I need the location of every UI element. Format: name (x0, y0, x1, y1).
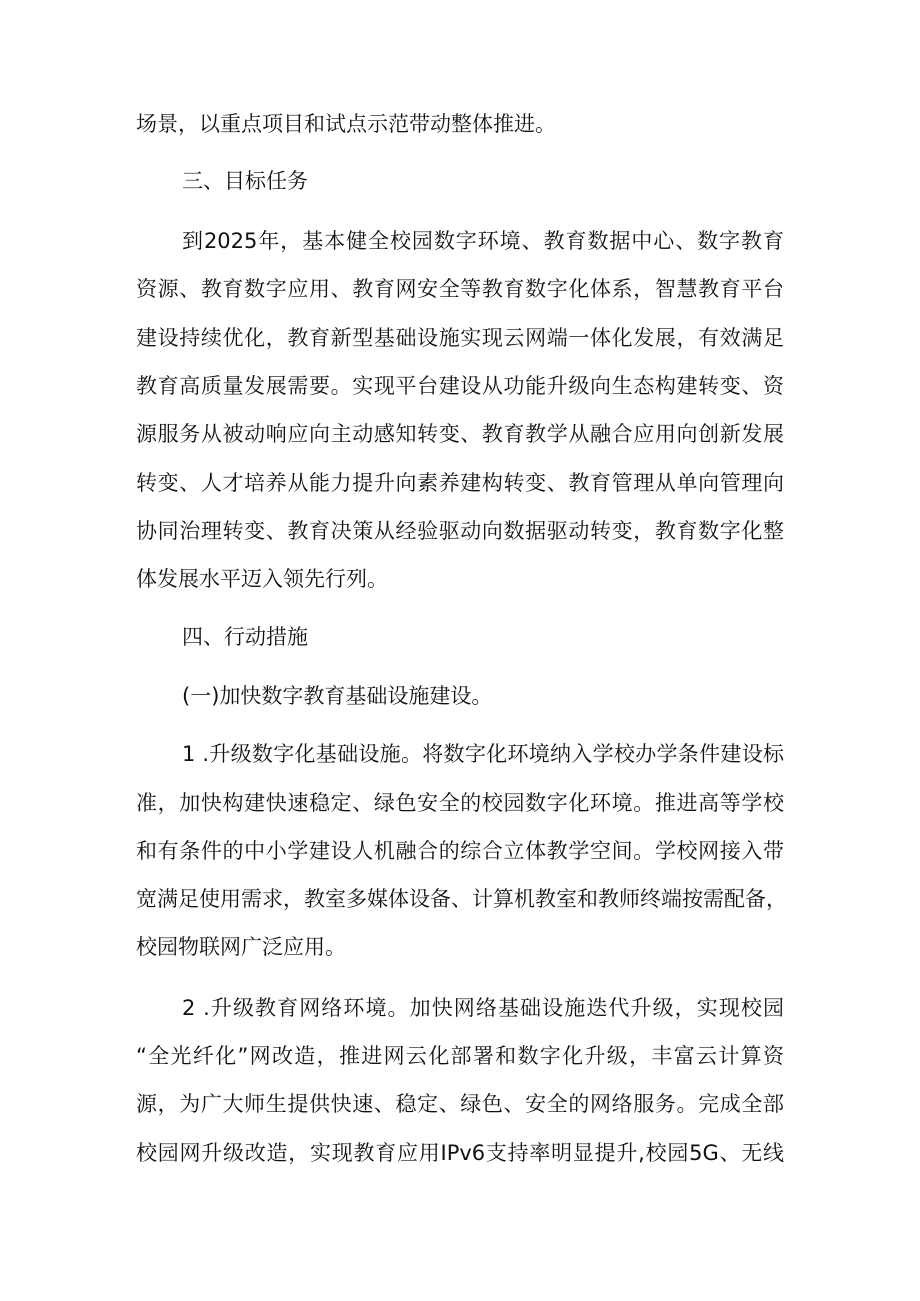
paragraph-line: 体发展水平迈入领先行列。 (136, 567, 388, 591)
paragraph-line: 转变、人才培养从能力提升向素养建构转变、教育管理从单向管理向 (136, 471, 784, 495)
subsection-heading: (一)加快数字教育基础设施建设。 (182, 684, 493, 708)
section-heading-actions: 四、行动措施 (182, 625, 308, 649)
paragraph-line: 协同治理转变、教育决策从经验驱动向数据驱动转变，教育数字化整 (136, 519, 784, 543)
paragraph-line: 源服务从被动响应向主动感知转变、教育教学从融合应用向创新发展 (136, 422, 784, 446)
item-line: 2 .升级教育网络环境。加快网络基础设施迭代升级，实现校园 (182, 996, 784, 1020)
item-line: 准，加快构建快速稳定、绿色安全的校园数字化环境。推进高等学校 (136, 791, 784, 815)
paragraph-line: 资源、教育数字应用、教育网安全等教育数字化体系，智慧教育平台 (136, 277, 784, 301)
paragraph-line: 到2025年，基本健全校园数字环境、教育数据中心、数字教育 (182, 229, 784, 253)
item-line: “全光纤化”网改造，推进网云化部署和数字化升级，丰富云计算资 (136, 1044, 784, 1068)
section-heading-goals: 三、目标任务 (182, 169, 308, 193)
item-line: 1 .升级数字化基础设施。将数字化环境纳入学校办学条件建设标 (182, 742, 784, 766)
item-line: 宽满足使用需求，教室多媒体设备、计算机教室和教师终端按需配备， (136, 887, 787, 911)
item-line: 校园网升级改造，实现教育应用IPv6支持率明显提升,校园5G、无线 (136, 1141, 784, 1165)
paragraph-line: 建设持续优化，教育新型基础设施实现云网端一体化发展，有效满足 (136, 326, 784, 350)
continuation-line: 场景，以重点项目和试点示范带动整体推进。 (136, 112, 556, 136)
item-line: 源，为广大师生提供快速、稳定、绿色、安全的网络服务。完成全部 (136, 1092, 784, 1116)
item-line: 校园物联网广泛应用。 (136, 935, 346, 959)
paragraph-line: 教育高质量发展需要。实现平台建设从功能升级向生态构建转变、资 (136, 374, 784, 398)
item-line: 和有条件的中小学建设人机融合的综合立体教学空间。学校网接入带 (136, 839, 784, 863)
